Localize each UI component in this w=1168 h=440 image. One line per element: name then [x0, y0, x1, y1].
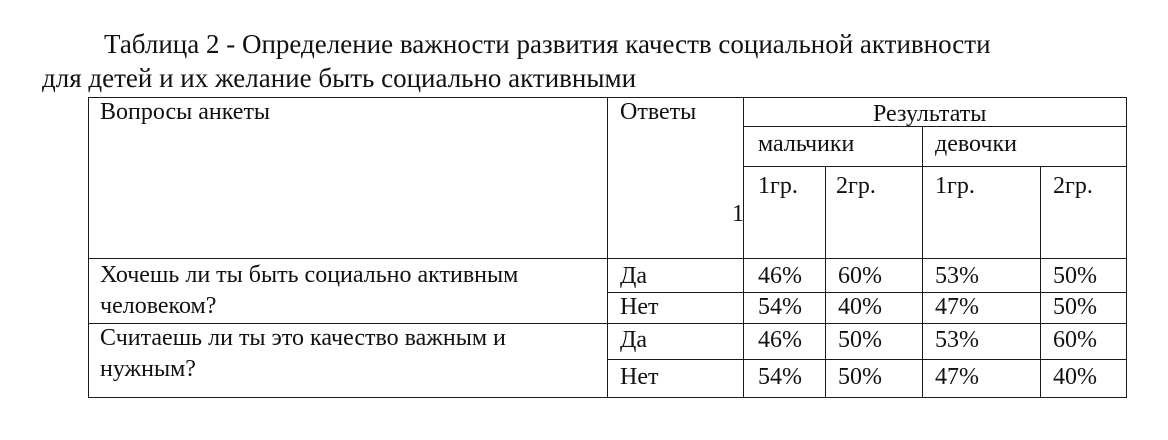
- q1-yes-boys-group-1: 46%: [758, 263, 802, 289]
- q1-no-girls-group-1: 47%: [935, 294, 979, 320]
- rule-boys-groups: [825, 166, 826, 398]
- q1-answer-yes: Да: [620, 263, 648, 289]
- q2-yes-boys-group-1: 46%: [758, 327, 802, 353]
- header-boys-group-2: 2гр.: [836, 173, 876, 199]
- table-caption-line-1: Таблица 2 - Определение важности развития качеств социальной активности: [104, 29, 991, 59]
- question-1-line-2: человеком?: [100, 293, 217, 319]
- rule-boys-girls: [922, 126, 923, 398]
- q2-no-girls-group-1: 47%: [935, 364, 979, 390]
- rule-under-gender: [743, 166, 1127, 167]
- rule-questions-answers: [607, 97, 608, 398]
- q2-answer-no: Нет: [620, 364, 659, 390]
- q1-yes-boys-group-2: 60%: [838, 263, 882, 289]
- q1-no-boys-group-2: 40%: [838, 294, 882, 320]
- header-boys: мальчики: [758, 131, 855, 157]
- header-girls-group-1: 1гр.: [935, 173, 975, 199]
- q2-no-girls-group-2: 40%: [1053, 364, 1097, 390]
- q1-no-girls-group-2: 50%: [1053, 294, 1097, 320]
- q2-yes-girls-group-2: 60%: [1053, 327, 1097, 353]
- header-girls-group-2: 2гр.: [1053, 173, 1093, 199]
- table-caption-line-2: для детей и их желание быть социально активными: [42, 63, 637, 93]
- q2-yes-girls-group-1: 53%: [935, 327, 979, 353]
- q1-no-boys-group-1: 54%: [758, 294, 802, 320]
- rule-girls-groups: [1040, 166, 1041, 398]
- header-questions: Вопросы анкеты: [100, 99, 271, 125]
- q2-no-boys-group-2: 50%: [838, 364, 882, 390]
- table-border-right: [1126, 97, 1127, 398]
- question-1-line-1: Хочешь ли ты быть социально активным: [100, 262, 519, 288]
- rule-answers-results: [743, 97, 744, 398]
- header-boys-group-1: 1гр.: [758, 173, 798, 199]
- header-results: Результаты: [873, 101, 987, 127]
- q1-yes-girls-group-1: 53%: [935, 263, 979, 289]
- q1-answer-no: Нет: [620, 294, 659, 320]
- question-2-line-1: Считаешь ли ты это качество важным и: [100, 325, 506, 351]
- q2-yes-boys-group-2: 50%: [838, 327, 882, 353]
- q1-yes-girls-group-2: 50%: [1053, 263, 1097, 289]
- table-border-left: [88, 97, 89, 398]
- header-girls: девочки: [935, 131, 1017, 157]
- header-answers-note: 1: [732, 201, 744, 227]
- header-answers: Ответы: [620, 99, 697, 125]
- question-2-line-2: нужным?: [100, 356, 196, 382]
- q2-no-boys-group-1: 54%: [758, 364, 802, 390]
- rule-row2-answers: [607, 359, 1127, 360]
- q2-answer-yes: Да: [620, 327, 648, 353]
